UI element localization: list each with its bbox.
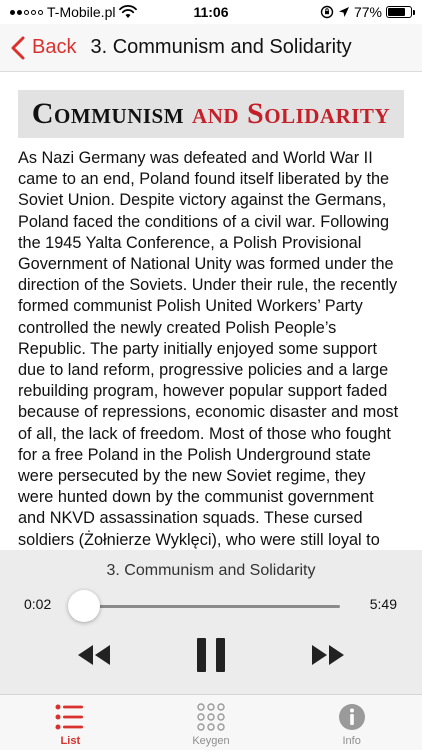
banner-word-solidarity: Solidarity [247, 97, 391, 130]
fast-forward-button[interactable] [308, 640, 348, 670]
elapsed-time: 0:02 [24, 596, 52, 612]
status-right [320, 4, 412, 20]
chevron-left-icon [8, 35, 30, 61]
orientation-lock-icon [320, 5, 334, 19]
tab-keygen[interactable] [141, 695, 282, 750]
status-bar [0, 0, 422, 24]
total-duration: 5:49 [369, 596, 397, 612]
location-icon [338, 6, 350, 18]
rewind-icon [77, 644, 111, 666]
carrier-name: T-Mobile.pl [47, 4, 116, 20]
battery-percent: 77% [353, 4, 382, 20]
battery-icon [386, 6, 412, 18]
list-icon [55, 702, 85, 732]
audio-player [0, 550, 422, 694]
keypad-icon [196, 702, 226, 732]
battery-fill [388, 8, 405, 16]
status-time: 11:06 [193, 4, 229, 20]
page-title: 3. Communism and Solidarity [90, 36, 352, 58]
info-icon [337, 702, 367, 732]
chapter-banner [18, 90, 404, 138]
wifi-icon [119, 5, 137, 19]
player-track-title: 3. Communism and Solidarity [106, 562, 316, 579]
back-button[interactable] [8, 35, 76, 61]
banner-word-and: and [192, 97, 240, 130]
pause-button[interactable] [190, 634, 232, 676]
tab-label-keygen: Keygen [192, 735, 230, 747]
tab-list[interactable] [0, 695, 141, 750]
tab-label-info: Info [342, 735, 361, 747]
tab-label-list: List [60, 735, 81, 747]
tab-bar [0, 694, 422, 750]
progress-slider[interactable] [82, 605, 340, 608]
pause-icon [196, 637, 226, 673]
slider-thumb[interactable] [68, 590, 100, 622]
chapter-body-text: As Nazi Germany was defeated and World War II came to an end, Poland found itself liberated by the Soviet Union. Despite victory against the Germans, Poland faced the conditions of a civil war. Following the 1945 Yalta Conference, a Polish Provisional Government of National Unity was formed under the direction of the Soviets. Under their rule, the recently formed communist Polish United Workers’ Party controlled the newly created Polish People’s Republic. The party initially enjoyed some support due to land reform, progressive policies and a large rebuilding program, however popular support faded because of repressions, economic disaster and most of all, the lack of freedom. Most of those who fought for a free Poland in the Polish Underground state were persecuted by the new Soviet regime, they were hunted down by the communist government and NKVD assassination squads. These cursed soldiers (Żołnierze Wyklęci), who were still loyal to [18, 149, 399, 549]
status-left [10, 4, 137, 20]
tab-info[interactable] [281, 695, 422, 750]
banner-word-communism: Communism [31, 97, 185, 130]
signal-strength-icon [10, 10, 43, 15]
back-label: Back [32, 36, 77, 58]
fast-forward-icon [311, 644, 345, 666]
rewind-button[interactable] [74, 640, 114, 670]
navigation-bar [0, 24, 422, 72]
chapter-content[interactable] [0, 72, 422, 550]
